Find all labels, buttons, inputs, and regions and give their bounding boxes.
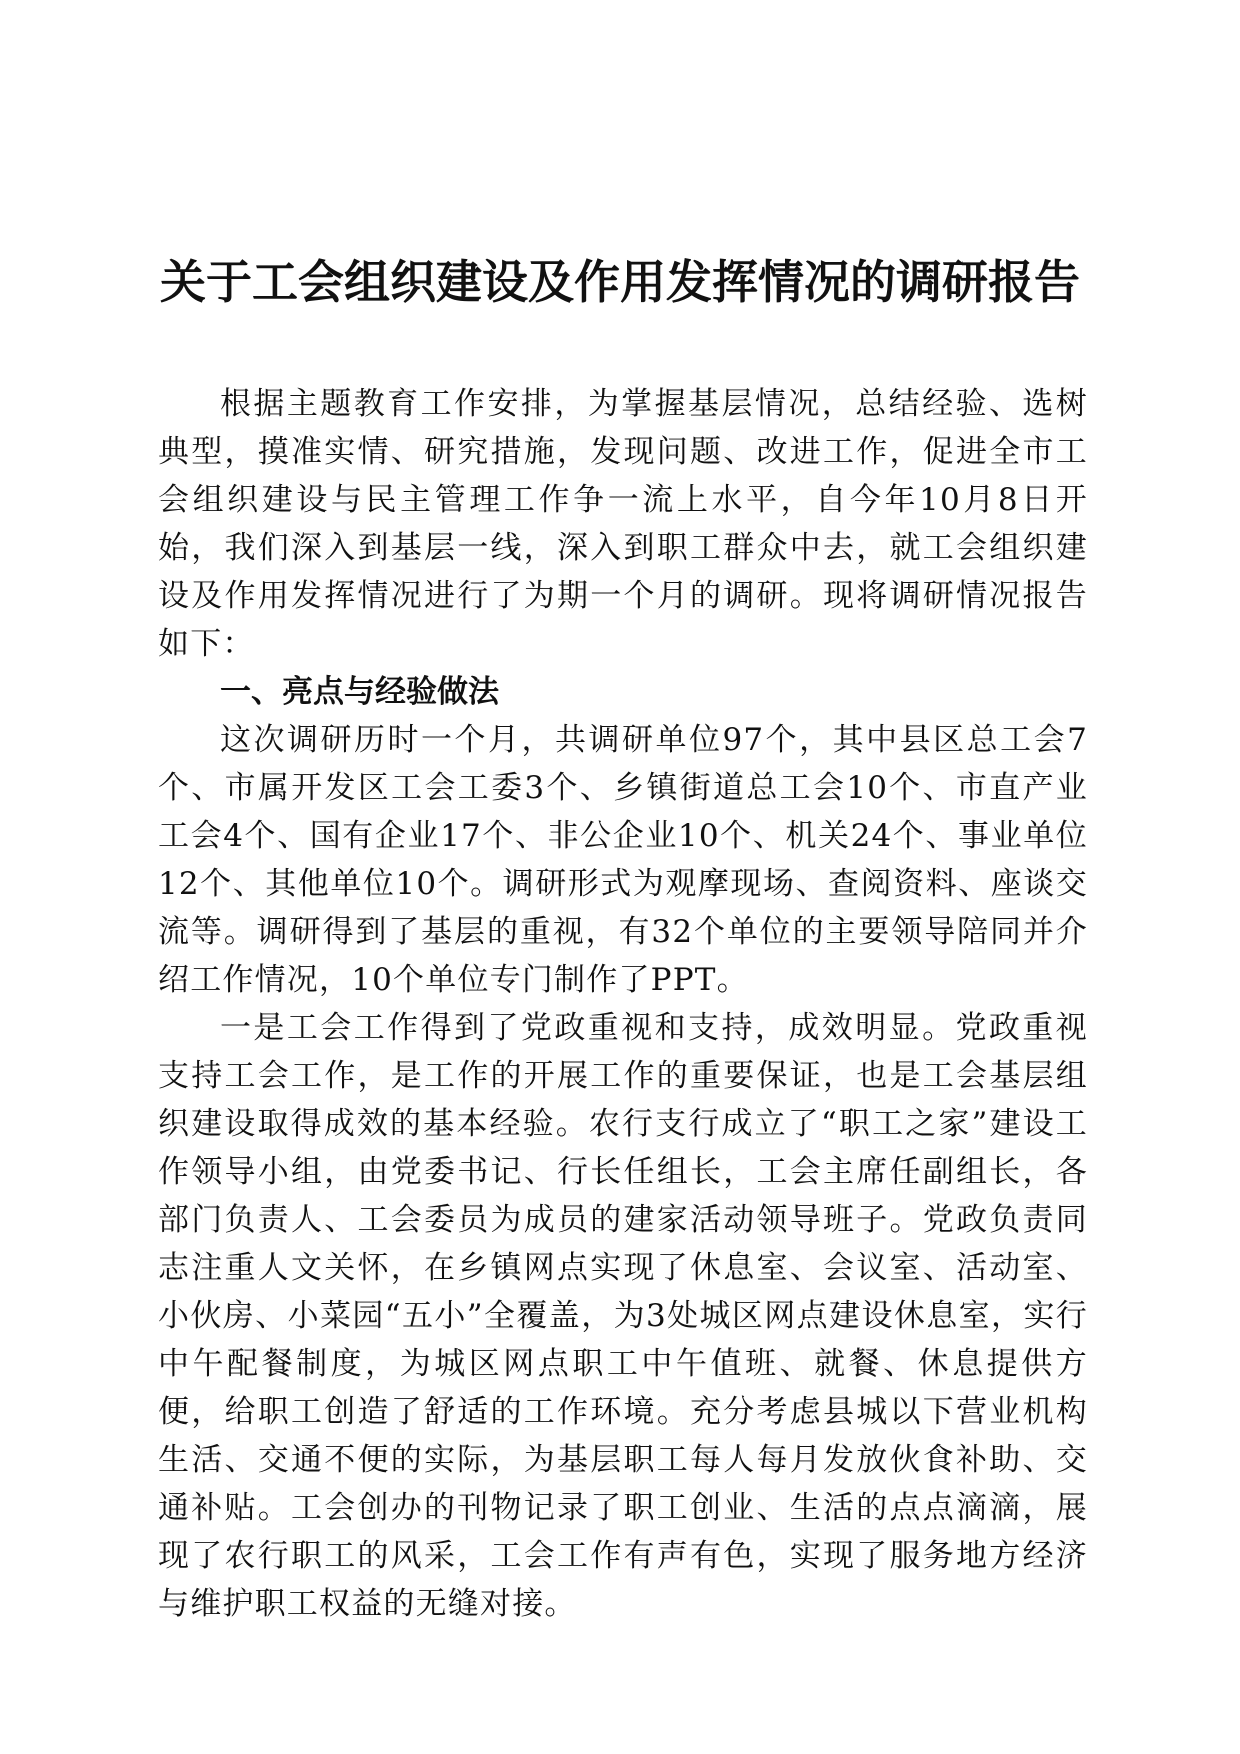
- section-heading: 一、亮点与经验做法: [220, 674, 499, 710]
- body-paragraph: 一是工会工作得到了党政重视和支持，成效明显。党政重视支持工会工作，是工作的开展工作的重要保证，也是工会基层组织建设取得成效的基本经验。农行支行成立了“职工之家”建设工作领导小组，由党委书记、行长任组长，工会主席任副组长，各部门负责人、工会委员为成员的建家活动领导班子。党政负责同志注重人文关怀，在乡镇网点实现了休息室、会议室、活动室、小伙房、小菜园“五小”全覆盖，为3处城区网点建设休息室，实行中午配餐制度，为城区网点职工中午值班、就餐、休息提供方便，给职工创造了舒适的工作环境。充分考虑县城以下营业机构生活、交通不便的实际，为基层职工每人每月发放伙食补助、交通补贴。工会创办的刊物记录了职工创业、生活的点点滴滴，展现了农行职工的风采，工会工作有声有色，实现了服务地方经济与维护职工权益的无缝对接。: [158, 1010, 1088, 1622]
- intro-paragraph: 根据主题教育工作安排，为掌握基层情况，总结经验、选树典型，摸准实情、研究措施，发现问题、改进工作，促进全市工会组织建设与民主管理工作争一流上水平，自今年10月8日开始，我们深入到基层一线，深入到职工群众中去，就工会组织建设及作用发挥情况进行了为期一个月的调研。现将调研情况报告如下：: [158, 386, 1088, 662]
- document-title: 关于工会组织建设及作用发挥情况的调研报告: [160, 255, 1080, 309]
- document-body: [158, 380, 1088, 1628]
- body-paragraph: 这次调研历时一个月，共调研单位97个，其中县区总工会7个、市属开发区工会工委3个、乡镇街道总工会10个、市直产业工会4个、国有企业17个、非公企业10个、机关24个、事业单位12个、其他单位10个。调研形式为观摩现场、查阅资料、座谈交流等。调研得到了基层的重视，有32个单位的主要领导陪同并介绍工作情况，10个单位专门制作了PPT。: [158, 722, 1088, 998]
